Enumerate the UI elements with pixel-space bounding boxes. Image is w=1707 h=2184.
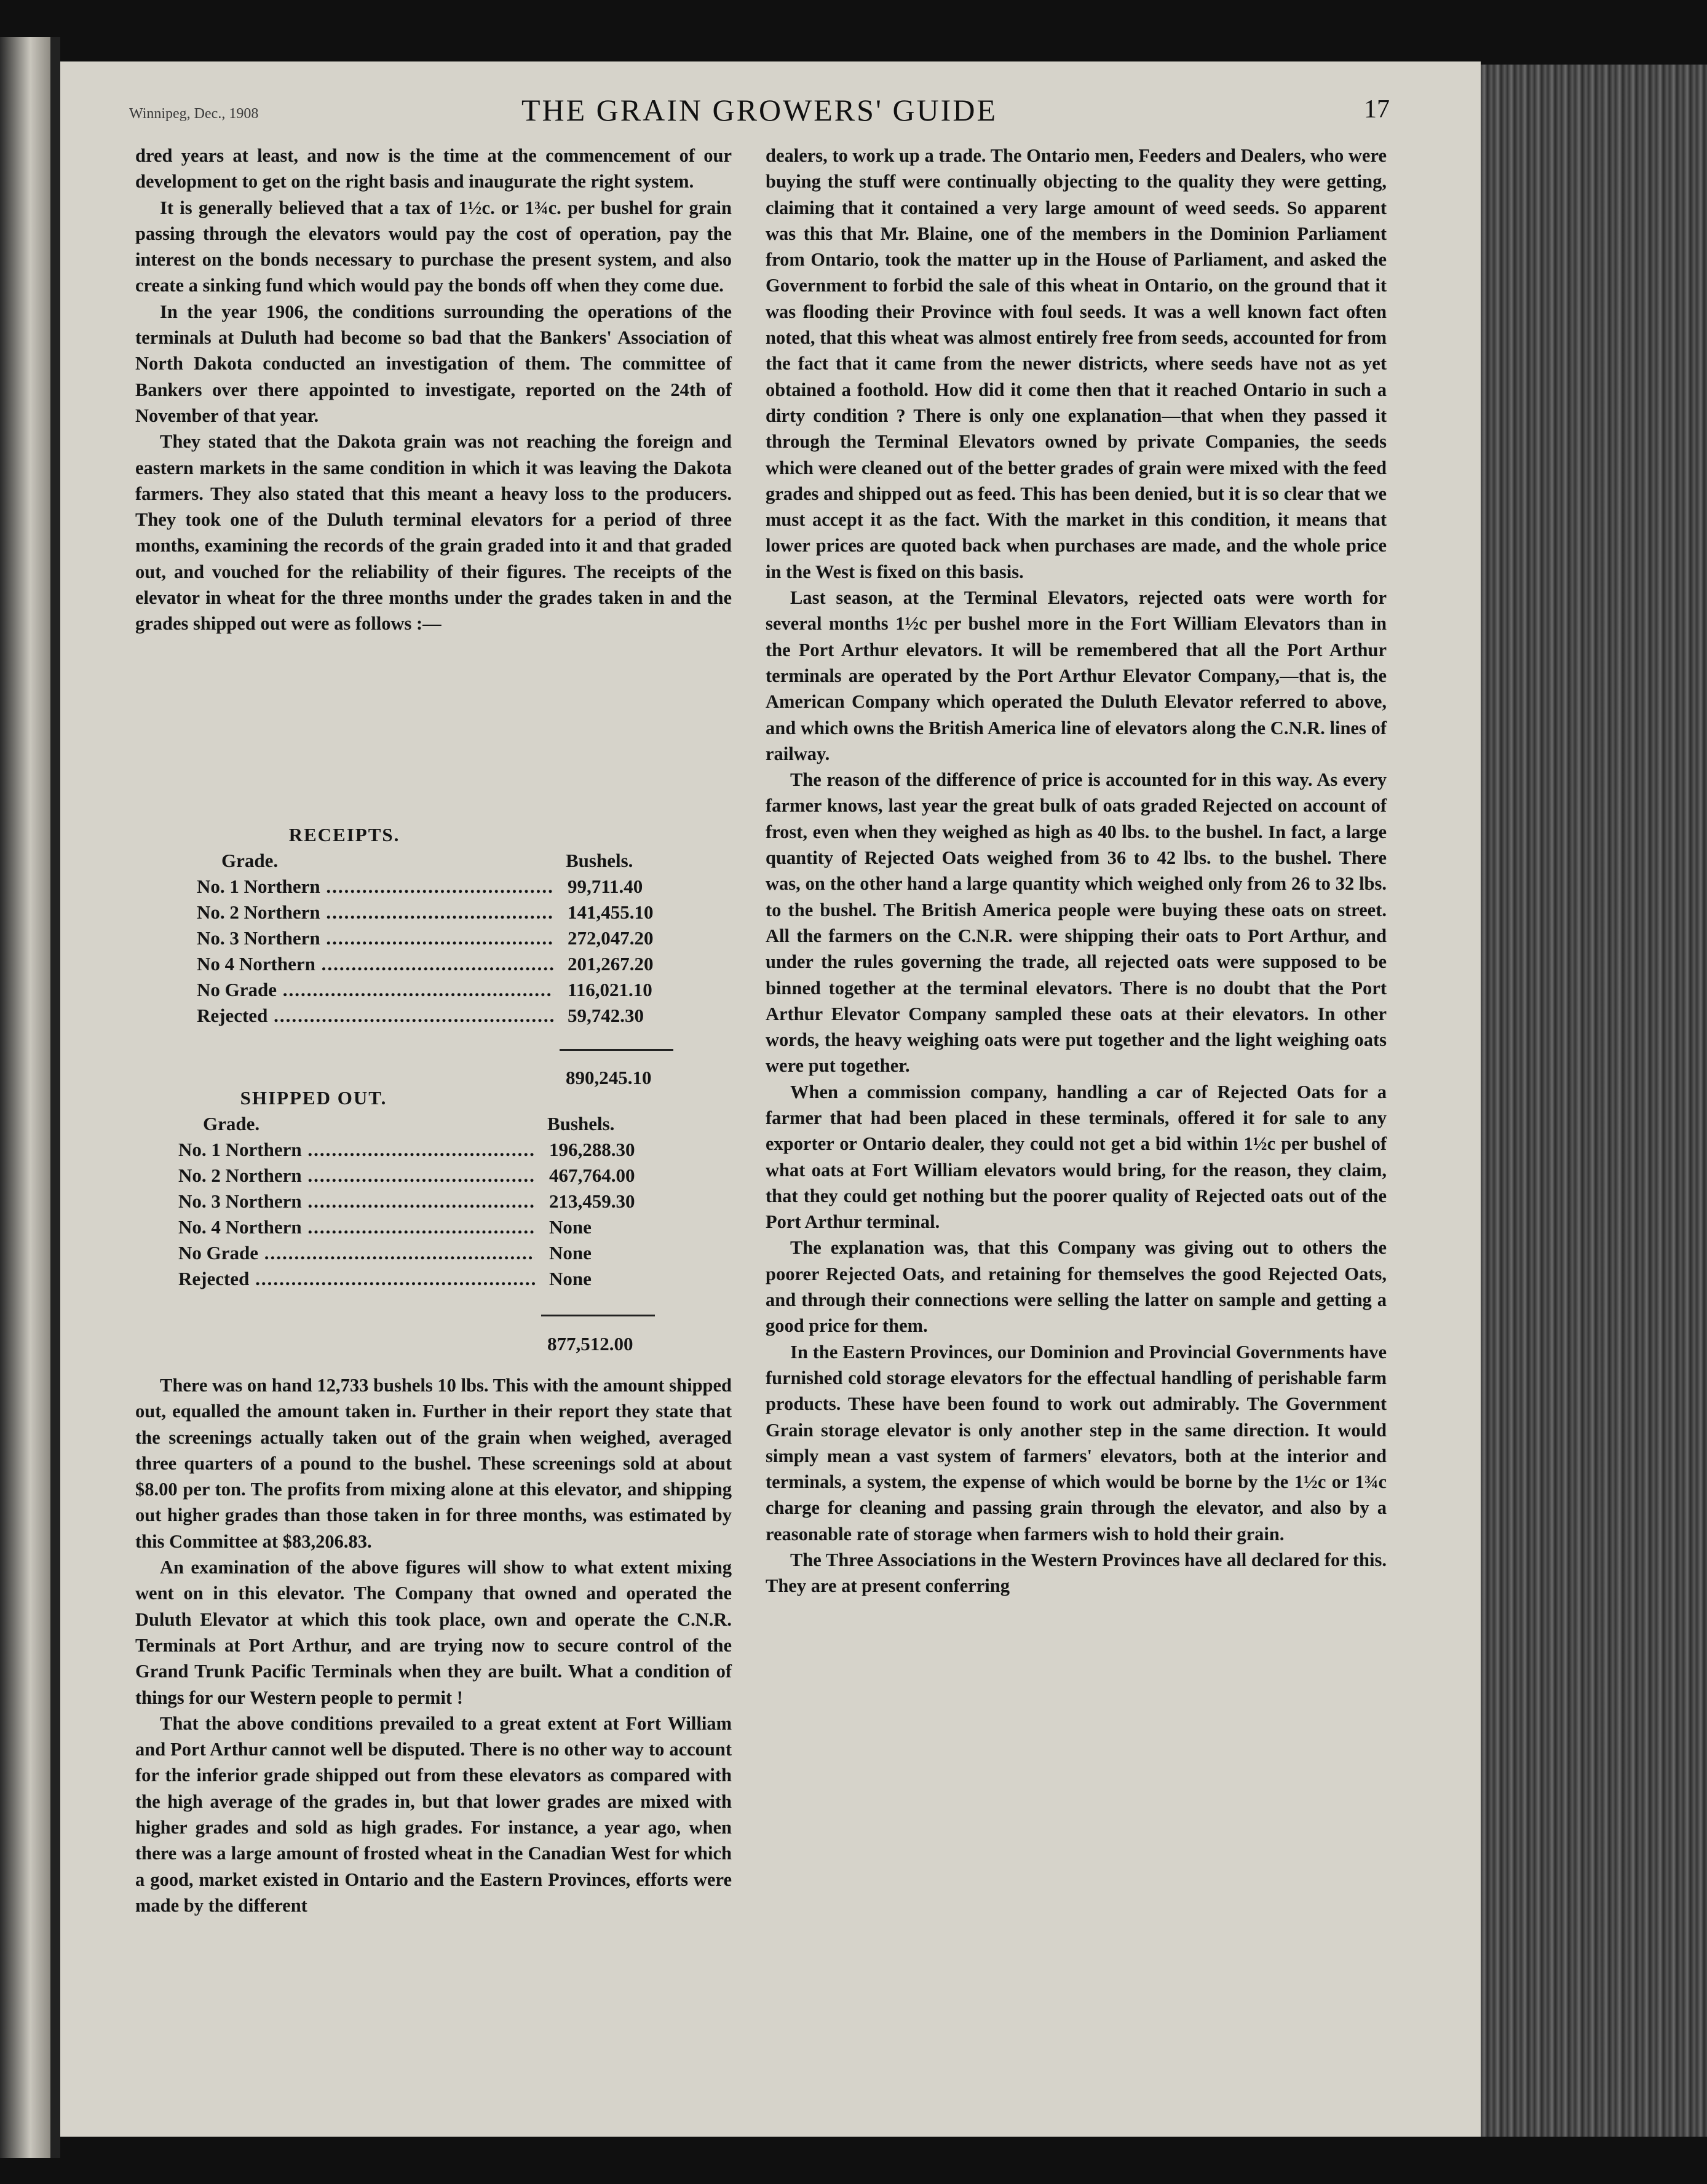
publication-title: THE GRAIN GROWERS' GUIDE	[521, 93, 997, 127]
grade-cell: No. 4 Northern .....	[178, 1216, 535, 1238]
dateline: Winnipeg, Dec., 1908	[129, 106, 259, 122]
table-row	[166, 1190, 652, 1215]
paragraph: In the Eastern Provinces, our Dominion and Provincial Governments have furnished cold storage elevators for the effectual handling of perishable farm products. These have been found to work out admirably. The Government Grain storage elevator is only another step in the same direction. It would simply mean a vast system of farmers' elevators, both at the interior and terminals, a system, the expense of which would be borne by the 1½c or 1¾c charge for cleaning and passing grain through the elevator, and also by a reasonable rate of storage when farmers wish to hold their grain.	[766, 1341, 1387, 1545]
bushels-cell: 467,764.00	[544, 1165, 635, 1187]
grade-cell: No Grade .....	[178, 1242, 535, 1264]
bushels-cell: 213,459.30	[544, 1190, 635, 1213]
paragraph: The explanation was, that this Company was giving out to others the poorer Rejected Oats, and retaining for themselves the good Rejected Oats, and through their connections were selling the latter on sample and getting a good price for them.	[766, 1237, 1387, 1337]
paragraph: The reason of the difference of price is accounted for in this way. As every farmer knows, last year the great bulk of oats graded Rejected on account of frost, even when they weighed as high as 40 lbs. to the bushel. In fact, a large quantity of Rejected Oats weighed from 36 to 42 lbs. to the bushel. There was, on the other hand a large quantity which weighed only from 26 to 32 lbs. to the bushel. The British America people were buying these oats on street. All the farmers on the C.N.R. were shipping their oats to Port Arthur, and under the rules governing the trade, all rejected oats were supposed to be binned together at the terminal elevators. There is no doubt that the Port Arthur Elevator Company sampled these oats at their elevators. In other words, the heavy weighing oats were put together and the light weighing oats were put together.	[766, 769, 1387, 1077]
paragraph: The Three Associations in the Western Provinces have all declared for this. They are at present conferring	[766, 1549, 1387, 1597]
bushels-cell: None	[544, 1242, 592, 1264]
bushels-cell: None	[544, 1216, 592, 1238]
bushels-cell: 196,288.30	[544, 1139, 635, 1161]
bushels-cell: 59,742.30	[563, 1005, 644, 1027]
total-rule	[560, 1049, 673, 1051]
table-row	[166, 1242, 652, 1267]
bushels-header: Bushels.	[566, 850, 633, 871]
book-gutter	[50, 37, 60, 2158]
grade-cell: No. 3 Northern .....	[178, 1190, 535, 1213]
table-row	[166, 1139, 652, 1163]
table-row	[184, 979, 670, 1003]
grade-header: Grade.	[221, 850, 279, 871]
paragraph: dred years at least, and now is the time at the commencement of our development to get on the right basis and inaugurate the right system.	[135, 145, 732, 192]
bushels-cell: None	[544, 1268, 592, 1290]
bushels-cell: 141,455.10	[563, 901, 654, 924]
bushels-cell: 116,021.10	[563, 979, 652, 1001]
page-stack-edges	[1481, 65, 1707, 2137]
grade-cell: No. 2 Northern .....	[178, 1165, 535, 1187]
table-total: 877,512.00	[547, 1333, 633, 1355]
page-number: 17	[1364, 95, 1390, 124]
left-column-top	[135, 143, 732, 637]
page-header	[129, 92, 1390, 129]
grade-cell: No 4 Northern .....	[197, 953, 553, 975]
grade-cell: No. 3 Northern .....	[197, 927, 553, 949]
table-row	[166, 1216, 652, 1241]
paragraph: They stated that the Dakota grain was not reaching the foreign and eastern markets in the same condition in which it was leaving the Dakota farmers. They also stated that this meant a heavy loss to the producers. They took one of the Duluth terminal elevators for a period of three months, examining the records of the grain graded into it and that graded out, and vouched for the reliability of their figures. The receipts of the elevator in wheat for the three months under the grades taken in and the grades shipped out were as follows :—	[135, 431, 732, 635]
paragraph: dealers, to work up a trade. The Ontario men, Feeders and Dealers, who were buying the stuff were continually objecting to the quality they were getting, claiming that it contained a very large amount of weed seeds. So apparent was this that Mr. Blaine, one of the members in the Dominion Parliament from Ontario, took the matter up in the House of Parliament, and asked the Government to forbid the sale of this wheat in Ontario, on the ground that it was flooding their Province with foul seeds. It was a well known fact often noted, that this wheat was almost entirely free from seeds, accounted for from the fact that it came from the newer districts, where seeds have not as yet obtained a foothold. How did it come then that it reached Ontario in such a dirty condition ? There is only one explanation—that when they passed it through the Terminal Elevators owned by private Companies, the seeds which were cleaned out of the better grades of grain were mixed with the feed grades and shipped out as feed. This has been denied, but it is so clear that we must accept it as the fact. With the market in this condition, it means that lower prices are quoted back when purchases are made, and the whole price in the West is fixed on this basis.	[766, 145, 1387, 582]
shipped-out-table	[166, 1087, 652, 1358]
right-column	[766, 143, 1387, 1599]
paragraph: When a commission company, handling a car of Rejected Oats for a farmer that had been placed in these terminals, offered it for sale to any exporter or Ontario dealer, they could not get a bid within 1½c per bushel of what oats at Fort William elevators would bring, for the reason, they claim, that they could get nothing but the poorer quality of Rejected oats out of the Port Arthur terminal.	[766, 1081, 1387, 1233]
paragraph: It is generally believed that a tax of 1½c. or 1¾c. per bushel for grain passing through the elevators would pay the cost of operation, pay the interest on the bonds necessary to purchase the present system, and also create a sinking fund which would pay the bonds off when they come due.	[135, 197, 732, 296]
paragraph: That the above conditions prevailed to a great extent at Fort William and Port Arthur cannot well be disputed. There is no other way to account for the inferior grade shipped out from these elevators as compared with the high average of the grades in, but that lower grades are mixed with higher grades and sold as high grades. For instance, a year ago, when there was a large amount of frosted wheat in the Canadian West for which a good, market existed in Ontario and the Eastern Provinces, efforts were made by the different	[135, 1712, 732, 1916]
table-row	[166, 1165, 652, 1189]
bushels-header: Bushels.	[547, 1113, 615, 1134]
receipts-table	[184, 824, 670, 1094]
table-row	[184, 1005, 670, 1029]
table-row	[166, 1268, 652, 1292]
bushels-cell: 99,711.40	[563, 876, 643, 898]
grade-cell: Rejected .....	[197, 1005, 553, 1027]
table-row	[184, 953, 670, 978]
paragraph: In the year 1906, the conditions surrounding the operations of the terminals at Duluth had become so bad that the Bankers' Association of North Dakota conducted an investigation of them. The committee of Bankers over there appointed to investigate, reported on the 24th of November of that year.	[135, 301, 732, 426]
table-row	[184, 876, 670, 900]
table-title: SHIPPED OUT.	[240, 1087, 387, 1109]
grade-cell: No Grade .....	[197, 979, 553, 1001]
table-header	[184, 850, 670, 874]
grade-cell: No. 1 Northern .....	[197, 876, 553, 898]
paragraph: An examination of the above figures will show to what extent mixing went on in this elevator. The Company that owned and operated the Duluth Elevator at which this took place, own and operate the C.N.R. Terminals at Port Arthur, and are trying now to secure control of the Grand Trunk Pacific Terminals when they are built. What a condition of things for our Western people to permit !	[135, 1557, 732, 1708]
table-row	[184, 927, 670, 952]
table-total: 890,245.10	[566, 1067, 652, 1088]
total-rule	[541, 1315, 655, 1316]
table-header	[166, 1113, 652, 1138]
grade-header: Grade.	[203, 1113, 260, 1134]
bushels-cell: 272,047.20	[563, 927, 654, 949]
grade-cell: No. 2 Northern .....	[197, 901, 553, 924]
paragraph: There was on hand 12,733 bushels 10 lbs. This with the amount shipped out, equalled the amount taken in. Further in their report they state that the screenings actually taken out of the grain when weighed, averaged three quarters of a pound to the bushel. These screenings sold at about $8.00 per ton. The profits from mixing alone at this elevator, and shipping out higher grades than those taken in for three months, was estimated by this Committee at $83,206.83.	[135, 1375, 732, 1552]
grade-cell: No. 1 Northern .....	[178, 1139, 535, 1161]
facing-page-edge	[0, 37, 50, 2158]
bushels-cell: 201,267.20	[563, 953, 654, 975]
table-row	[184, 901, 670, 926]
grade-cell: Rejected .....	[178, 1268, 535, 1290]
paragraph: Last season, at the Terminal Elevators, rejected oats were worth for several months 1½c per bushel more in the Fort William Elevators than in the Port Arthur elevators. It will be remembered that all the Port Arthur terminals are operated by the Port Arthur Elevator Company,—that is, the American Company which operated the Duluth Elevator referred to above, and which owns the British America line of elevators along the C.N.R. lines of railway.	[766, 587, 1387, 764]
table-title: RECEIPTS.	[288, 824, 400, 845]
left-column-bottom	[135, 1372, 732, 1918]
